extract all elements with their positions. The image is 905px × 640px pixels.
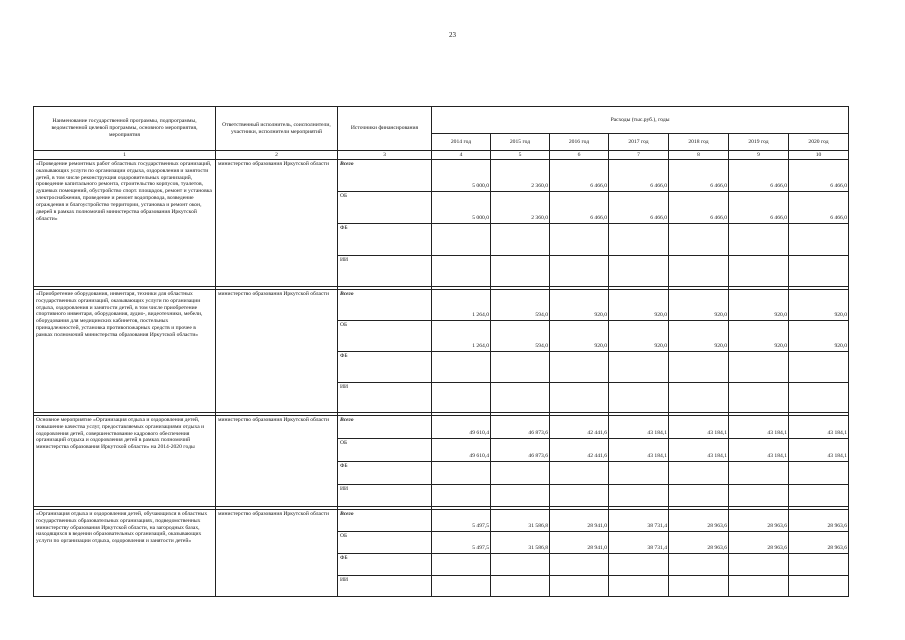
table-row	[34, 160, 849, 192]
expense-value: 28 963,6	[729, 532, 789, 554]
expense-value: 43 184,1	[669, 439, 729, 462]
expense-value: 6 466,0	[609, 160, 669, 192]
expense-value	[432, 224, 491, 256]
column-number: 2	[216, 151, 338, 160]
activity-executor: министерство образования Иркутской области	[216, 510, 338, 597]
expense-value	[432, 462, 491, 485]
expense-value	[491, 383, 550, 413]
expense-value: 43 184,1	[729, 416, 789, 439]
expense-value	[789, 462, 849, 485]
expense-value: 5 000,0	[432, 192, 491, 224]
expense-value	[550, 383, 609, 413]
expense-value: 920,0	[669, 321, 729, 352]
expense-value	[729, 462, 789, 485]
page-number: 23	[449, 31, 456, 39]
expense-value	[669, 352, 729, 383]
column-number: 5	[491, 151, 550, 160]
expense-value	[491, 352, 550, 383]
funding-source: Всего	[338, 510, 432, 532]
expense-value: 43 184,1	[609, 439, 669, 462]
funding-source: ФБ	[338, 554, 432, 576]
expense-value	[491, 554, 550, 576]
activity-executor: министерство образования Иркутской области	[216, 290, 338, 413]
header-year: 2018 год	[669, 134, 729, 151]
expense-value: 920,0	[669, 290, 729, 321]
expense-value	[669, 462, 729, 485]
expense-value	[729, 352, 789, 383]
column-number: 9	[729, 151, 789, 160]
table-row	[34, 510, 849, 532]
table-row	[34, 290, 849, 321]
expense-value	[432, 352, 491, 383]
expense-value	[669, 485, 729, 507]
expense-value: 2 360,0	[491, 192, 550, 224]
funding-source: ИИ	[338, 485, 432, 507]
expense-value: 31 586,8	[491, 510, 550, 532]
expense-value	[491, 576, 550, 597]
column-number: 3	[338, 151, 432, 160]
expense-value: 6 466,0	[729, 160, 789, 192]
expense-value: 31 586,8	[491, 532, 550, 554]
expense-value	[669, 576, 729, 597]
funding-source: Всего	[338, 290, 432, 321]
expense-value: 38 731,4	[609, 532, 669, 554]
header-year: 2017 год	[609, 134, 669, 151]
expense-value: 43 184,1	[729, 439, 789, 462]
funding-source: ФБ	[338, 462, 432, 485]
expense-value	[789, 383, 849, 413]
expense-value	[669, 383, 729, 413]
expense-value: 42 441,6	[550, 416, 609, 439]
activity-executor: министерство образования Иркутской области	[216, 160, 338, 287]
expense-value	[669, 554, 729, 576]
header-year: 2014 год	[432, 134, 491, 151]
expense-value: 2 360,0	[491, 160, 550, 192]
expense-value: 594,0	[491, 290, 550, 321]
expense-value	[491, 485, 550, 507]
expense-value: 6 466,0	[669, 160, 729, 192]
expense-value: 5 497,5	[432, 532, 491, 554]
expense-value	[432, 256, 491, 287]
expense-value: 49 610,4	[432, 416, 491, 439]
expense-value: 920,0	[789, 290, 849, 321]
expense-value: 43 184,1	[669, 416, 729, 439]
activity-name: «Приобретение оборудования, инвентаря, техники для областных государственных организаций, оказывающих услуги по организации отдыха, оздоровления и занятости детей, в том числе приобретение спортивного инвентаря, оборудования, аудио-, видеотехники, мебели, оборудования для медицинских кабинетов, постельных принадлежностей, установка противопожарных средств и прочее в рамках полномочий министерства образования Иркутской области»	[34, 290, 216, 413]
expense-value: 28 963,6	[669, 532, 729, 554]
expense-value: 28 963,6	[789, 510, 849, 532]
funding-source: ОБ	[338, 439, 432, 462]
expense-value: 6 466,0	[789, 160, 849, 192]
activity-executor: министерство образования Иркутской области	[216, 416, 338, 507]
expense-value	[789, 352, 849, 383]
expense-value: 1 264,0	[432, 321, 491, 352]
expense-value	[491, 462, 550, 485]
expense-value	[789, 576, 849, 597]
column-number: 7	[609, 151, 669, 160]
expense-value: 920,0	[550, 321, 609, 352]
expense-value	[729, 554, 789, 576]
activity-name: «Организация отдыха и оздоровления детей, обучающихся в областных государственных образовательных организациях, подведомственных министерству образования Иркутской области, на загородных базах, находящихся в ведении образовательных организаций, оказывающих услуги по организации отдыха, оздоровления и занятости детей»	[34, 510, 216, 597]
expense-value	[609, 224, 669, 256]
expense-value: 920,0	[550, 290, 609, 321]
column-number: 10	[789, 151, 849, 160]
expense-value: 920,0	[729, 290, 789, 321]
expense-value	[550, 224, 609, 256]
header-source: Источники финансирования	[338, 107, 432, 151]
funding-source: ФБ	[338, 352, 432, 383]
expense-value: 6 466,0	[609, 192, 669, 224]
expense-value: 42 441,6	[550, 439, 609, 462]
expense-value: 6 466,0	[729, 192, 789, 224]
expense-value	[789, 256, 849, 287]
expense-value	[609, 485, 669, 507]
activity-name: «Проведение ремонтных работ областных государственных организаций, оказывающих услуги по организации отдыха, оздоровления и занятости детей, в том числе реконструкция оздоровительных организаций, проведение капитального ремонта, строительство корпусов, туалетов, душевых помещений, обустройство спорт. площадок, ремонт и установка электроснабжения, проведение и ремонт водопровода, возведение ограждения и благоустройство территории, установка и ремонт окон, дверей в рамках полномочий министерства образования Иркутской области»	[34, 160, 216, 287]
expense-value: 46 873,6	[491, 439, 550, 462]
expense-value	[729, 485, 789, 507]
expense-value: 6 466,0	[789, 192, 849, 224]
expense-value	[609, 462, 669, 485]
expense-value	[729, 256, 789, 287]
header-year: 2020 год	[789, 134, 849, 151]
expense-value	[729, 383, 789, 413]
funding-source: ИИ	[338, 383, 432, 413]
expense-value: 43 184,1	[609, 416, 669, 439]
expense-value	[669, 256, 729, 287]
expense-value	[550, 554, 609, 576]
expense-value	[432, 576, 491, 597]
expense-value: 43 184,1	[789, 439, 849, 462]
budget-table-body	[34, 160, 849, 597]
expense-value	[789, 224, 849, 256]
header-year: 2019 год	[729, 134, 789, 151]
expense-value: 920,0	[609, 290, 669, 321]
expense-value	[669, 224, 729, 256]
expense-value: 6 466,0	[669, 192, 729, 224]
expense-value	[550, 576, 609, 597]
funding-source: ИИ	[338, 576, 432, 597]
funding-source: Всего	[338, 416, 432, 439]
expense-value: 38 731,4	[609, 510, 669, 532]
expense-value	[491, 256, 550, 287]
expense-value	[550, 485, 609, 507]
expense-value	[550, 462, 609, 485]
funding-source: Всего	[338, 160, 432, 192]
expense-value: 46 873,6	[491, 416, 550, 439]
expense-value: 5 497,5	[432, 510, 491, 532]
header-executor: Ответственный исполнитель, соисполнители, участники, исполнители мероприятий	[216, 107, 338, 151]
expense-value: 28 963,6	[729, 510, 789, 532]
expense-value	[432, 554, 491, 576]
column-number: 4	[432, 151, 491, 160]
expense-value	[789, 554, 849, 576]
column-number: 1	[34, 151, 216, 160]
expense-value: 28 941,0	[550, 510, 609, 532]
expense-value	[609, 256, 669, 287]
expense-value: 920,0	[789, 321, 849, 352]
expense-value: 6 466,0	[550, 192, 609, 224]
header-year: 2016 год	[550, 134, 609, 151]
expense-value	[609, 352, 669, 383]
expense-value	[550, 352, 609, 383]
expense-value	[789, 485, 849, 507]
expense-value: 594,0	[491, 321, 550, 352]
expense-value: 1 264,0	[432, 290, 491, 321]
expense-value: 920,0	[729, 321, 789, 352]
header-expenses: Расходы (тыс.руб.), годы	[432, 107, 849, 134]
expense-value: 43 184,1	[789, 416, 849, 439]
expense-value: 6 466,0	[550, 160, 609, 192]
expense-value	[609, 576, 669, 597]
activity-name: Основное мероприятие «Организация отдыха и оздоровления детей, повышение качества услуг, предоставляемых организациями отдыха и оздоровления детей, совершенствование кадрового обеспечения организаций отдыха и оздоровления детей в рамках полномочий министерства образования Иркутской области» на 2014-2020 годы	[34, 416, 216, 507]
expense-value: 920,0	[609, 321, 669, 352]
column-number: 6	[550, 151, 609, 160]
funding-source: ОБ	[338, 192, 432, 224]
funding-source: ИИ	[338, 256, 432, 287]
funding-source: ОБ	[338, 532, 432, 554]
expense-value: 28 963,6	[669, 510, 729, 532]
expense-value	[729, 224, 789, 256]
header-name: Наименование государственной программы, подпрограммы, ведомственной целевой программы, основного мероприятия, мероприятия	[34, 107, 216, 151]
expense-value: 28 941,0	[550, 532, 609, 554]
expense-value: 49 610,4	[432, 439, 491, 462]
expense-value: 28 963,6	[789, 532, 849, 554]
expense-value	[609, 554, 669, 576]
expense-value	[729, 576, 789, 597]
column-number: 8	[669, 151, 729, 160]
expense-value	[609, 383, 669, 413]
expense-value	[432, 485, 491, 507]
header-year: 2015 год	[491, 134, 550, 151]
expense-value	[432, 383, 491, 413]
expense-value	[550, 256, 609, 287]
budget-table	[33, 106, 849, 597]
expense-value	[491, 224, 550, 256]
funding-source: ФБ	[338, 224, 432, 256]
table-row	[34, 416, 849, 439]
expense-value: 5 000,0	[432, 160, 491, 192]
funding-source: ОБ	[338, 321, 432, 352]
